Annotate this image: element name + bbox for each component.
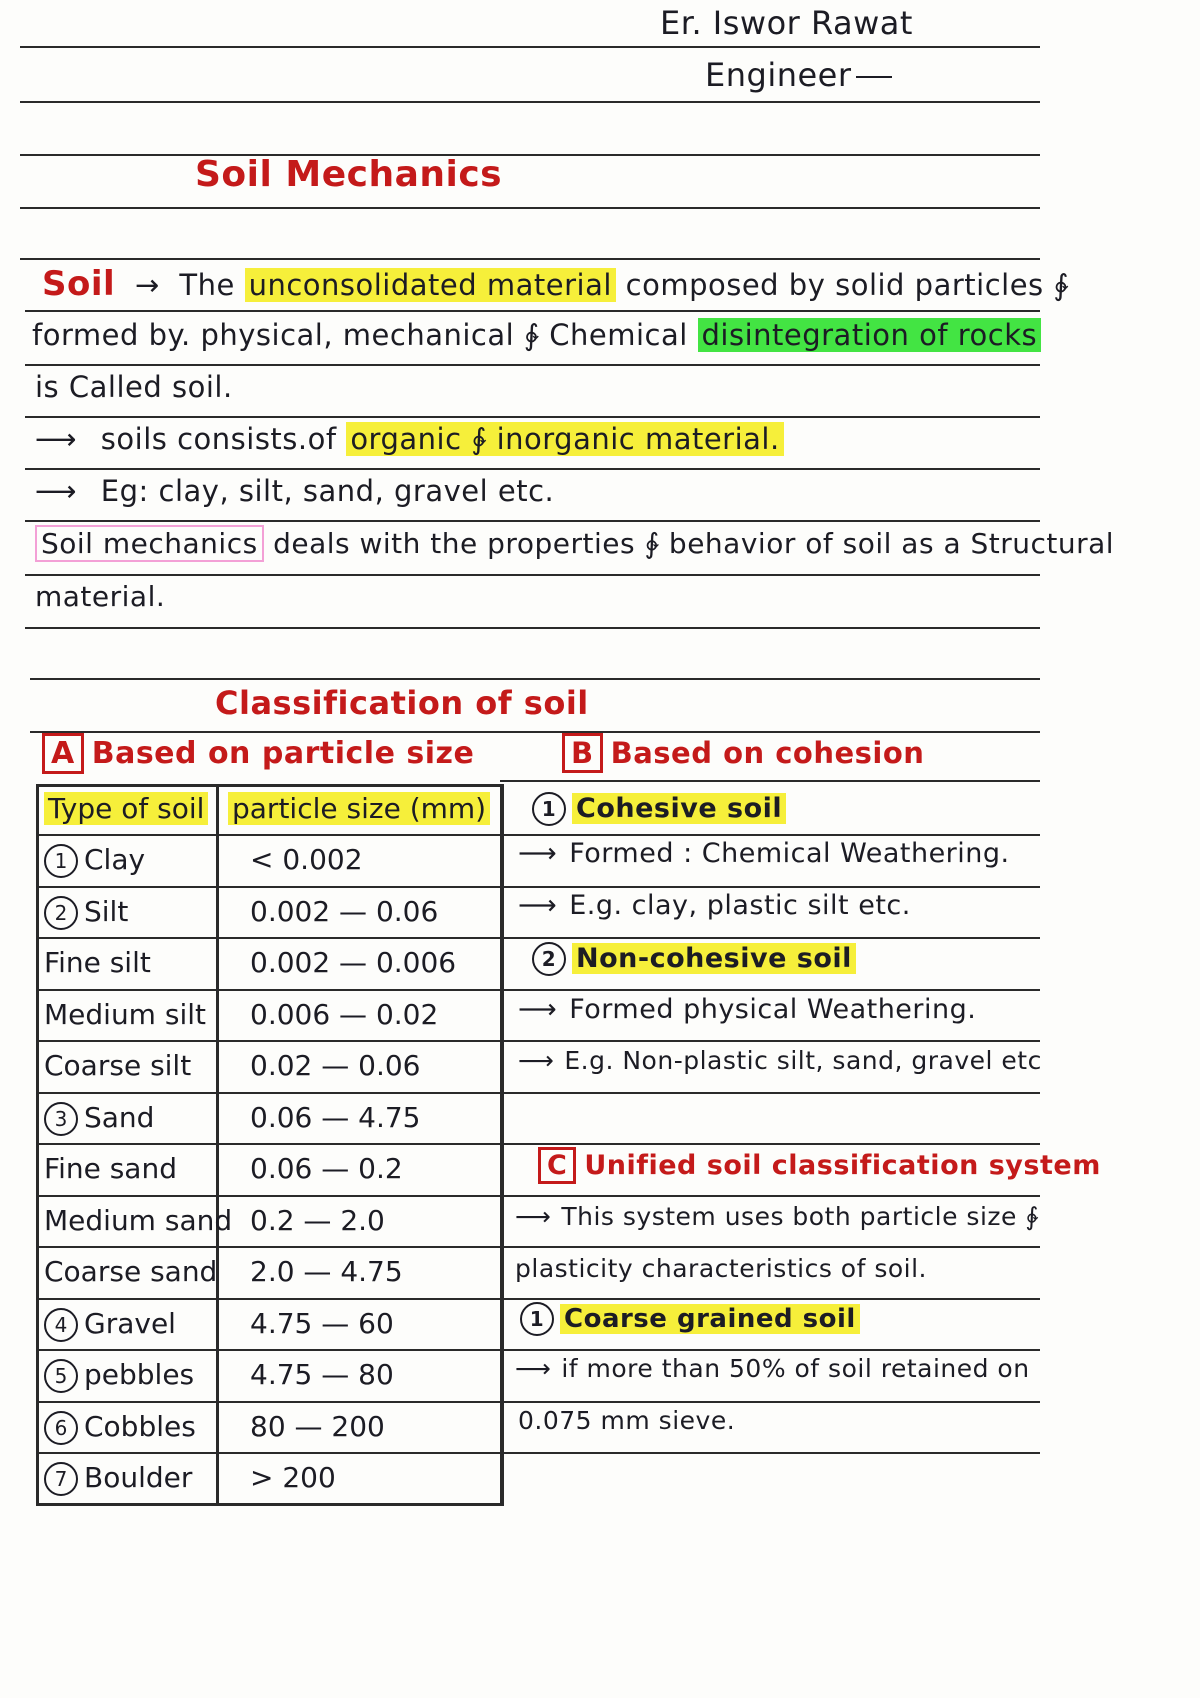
noncohesive-formed-text: Formed physical Weathering. (569, 994, 977, 1025)
notebook-rule (25, 310, 1040, 312)
table-row-type (44, 843, 145, 878)
notebook-rule (25, 468, 1040, 470)
particle-size-value: 0.002 — 0.006 (250, 946, 457, 979)
header-type-label: Type of soil (44, 792, 208, 825)
classification-title: Classification of soil (215, 684, 589, 722)
particle-size-table (36, 784, 504, 1506)
arrow-icon: ⟶ (518, 890, 558, 921)
soil-type-label: Fine sand (44, 1152, 177, 1185)
arrow-icon: ⟶ (515, 1354, 552, 1383)
particle-size-value: 0.2 — 2.0 (250, 1203, 385, 1237)
particle-size-value: > 200 (250, 1461, 336, 1494)
section-a-title: Based on particle size (91, 736, 475, 771)
point-text: soils consists.of (100, 422, 337, 456)
table-row-type (44, 1410, 196, 1445)
table-row-rule (36, 1092, 1040, 1094)
coarse-grained-rule-cont: 0.075 mm sieve. (518, 1406, 736, 1435)
notebook-rule (25, 574, 1040, 576)
soil-type-label: Gravel (84, 1306, 176, 1340)
intro-text: composed by solid particles ∲ (625, 268, 1069, 302)
highlight-disintegration: disintegration of rocks (698, 318, 1042, 352)
soil-type-label: Boulder (84, 1461, 193, 1494)
cohesive-example (518, 890, 911, 921)
table-row-type (44, 1358, 194, 1393)
row-number-icon: 4 (44, 1308, 78, 1342)
intro-text: formed by. physical, mechanical ∲ Chemical (32, 318, 688, 352)
notebook-rule (30, 731, 1040, 733)
soil-type-label: Medium silt (44, 997, 206, 1031)
table-row-rule (36, 886, 1040, 888)
soil-term: Soil (42, 264, 116, 304)
soil-type-label: Clay (84, 843, 146, 876)
table-row-type (44, 1152, 177, 1185)
noncohesive-example-text: E.g. Non-plastic silt, sand, gravel etc (564, 1046, 1042, 1075)
particle-size-value: 2.0 — 4.75 (250, 1255, 403, 1288)
arrow-icon: ⟶ (515, 1202, 552, 1231)
particle-size-value: 0.006 — 0.02 (250, 997, 439, 1031)
noncohesive-soil-title: Non-cohesive soil (572, 943, 856, 974)
soil-type-label: Fine silt (44, 946, 151, 979)
notebook-rule (20, 154, 1040, 156)
point-text: Eg: clay, silt, sand, gravel etc. (100, 474, 555, 508)
author-role (705, 56, 892, 94)
coarse-grained-rule-text: if more than 50% of soil retained on (561, 1354, 1030, 1383)
table-row-type (44, 946, 151, 979)
notebook-rule (20, 101, 1040, 103)
particle-size-value: 80 — 200 (250, 1409, 385, 1443)
coarse-grained-rule (515, 1354, 1030, 1383)
soil-type-label: Medium sand (44, 1203, 233, 1237)
row-number-icon: 5 (44, 1359, 78, 1393)
table-row-rule (36, 989, 1040, 991)
intro-line-2 (32, 318, 1041, 352)
uscs-description-text: This system uses both particle size ∲ (561, 1202, 1039, 1231)
number-1-icon: 1 (532, 792, 566, 826)
highlight-soil-mechanics: Soil mechanics (35, 525, 264, 562)
row-number-icon: 6 (44, 1411, 78, 1445)
definition-text: deals with the properties ∲ behavior of soil as a Structural (273, 527, 1115, 560)
table-row-type (44, 1204, 232, 1237)
intro-text: The (179, 268, 235, 302)
noncohesive-formed (518, 994, 976, 1025)
notebook-rule (30, 678, 1040, 680)
table-row-rule (36, 1452, 1040, 1454)
soil-type-label: Cobbles (84, 1409, 196, 1443)
particle-size-value: 4.75 — 60 (250, 1306, 394, 1340)
notebook-rule (20, 46, 1040, 48)
table-row-type (44, 1101, 154, 1136)
soil-type-label: pebbles (84, 1358, 195, 1391)
noncohesive-example (518, 1046, 1042, 1075)
section-b-letter: B (562, 733, 603, 773)
section-c-heading (538, 1150, 1101, 1181)
noncohesive-soil-heading (532, 942, 856, 976)
cohesive-example-text: E.g. clay, plastic silt etc. (569, 890, 911, 921)
row-number-icon: 2 (44, 896, 78, 930)
particle-size-value: 0.06 — 0.2 (250, 1152, 403, 1185)
soil-type-label: Sand (84, 1100, 155, 1134)
row-number-icon: 1 (44, 844, 78, 878)
page-title: Soil Mechanics (195, 154, 503, 195)
table-outer-divider (500, 784, 503, 1506)
soil-type-label: Silt (84, 894, 129, 928)
section-c-letter: C (538, 1147, 576, 1184)
underline-dash (856, 76, 892, 78)
soil-type-label: Coarse sand (44, 1255, 218, 1288)
table-row-type (44, 998, 206, 1031)
section-a-letter: A (42, 733, 84, 774)
soil-type-label: Coarse silt (44, 1049, 192, 1082)
point-examples (35, 474, 554, 508)
table-row-type (44, 1461, 192, 1496)
cohesive-soil-title: Cohesive soil (572, 793, 786, 824)
table-row-rule (36, 1195, 1040, 1197)
table-row-type (44, 895, 128, 930)
section-b-title: Based on cohesion (610, 736, 925, 770)
notebook-rule (25, 416, 1040, 418)
notebook-rule (25, 364, 1040, 366)
arrow-icon: ⟶ (518, 1046, 555, 1075)
arrow-icon: ⟶ (518, 994, 558, 1025)
row-number-icon: 7 (44, 1462, 78, 1496)
intro-line-1 (42, 264, 1069, 304)
table-header-rule (36, 834, 1040, 836)
table-row-rule (36, 937, 1040, 939)
table-row-rule (36, 1143, 1040, 1145)
point-composition (35, 422, 784, 456)
section-c-title: Unified soil classification system (584, 1150, 1101, 1181)
mechanics-definition (35, 527, 1114, 560)
notebook-rule (20, 258, 1040, 260)
row-number-icon: 3 (44, 1102, 78, 1136)
highlight-unconsolidated: unconsolidated material (245, 268, 616, 302)
table-header-size (228, 792, 490, 825)
particle-size-value: < 0.002 (250, 843, 363, 876)
arrow-icon: → (134, 268, 160, 302)
cohesive-formed-text: Formed : Chemical Weathering. (569, 838, 1010, 869)
table-row-rule (36, 1401, 1040, 1403)
table-column-divider (216, 784, 219, 1506)
mechanics-definition-cont: material. (35, 580, 166, 613)
particle-size-value: 0.06 — 4.75 (250, 1100, 421, 1134)
arrow-icon: ⟶ (35, 474, 78, 508)
particle-size-value: 4.75 — 80 (250, 1358, 394, 1391)
table-row-type (44, 1049, 191, 1082)
table-header-type (44, 792, 208, 825)
particle-size-value: 0.002 — 0.06 (250, 894, 439, 928)
cohesive-formed (518, 838, 1010, 869)
header-size-label: particle size (mm) (228, 792, 490, 825)
coarse-grained-heading (520, 1302, 860, 1336)
coarse-grained-title: Coarse grained soil (560, 1304, 860, 1334)
number-2-icon: 2 (532, 942, 566, 976)
arrow-icon: ⟶ (518, 838, 558, 869)
table-row-rule (36, 1040, 1040, 1042)
table-row-rule (36, 1246, 1040, 1248)
notebook-rule (25, 520, 1040, 522)
table-row-type (44, 1255, 217, 1288)
section-b-heading (562, 736, 924, 770)
table-row-type (44, 1307, 176, 1342)
particle-size-value: 0.02 — 0.06 (250, 1049, 421, 1082)
notebook-rule (25, 627, 1040, 629)
section-a-heading (42, 736, 474, 771)
number-1-icon: 1 (520, 1302, 554, 1336)
cohesive-soil-heading (532, 792, 786, 826)
arrow-icon: ⟶ (35, 422, 78, 456)
notebook-rule (20, 207, 1040, 209)
uscs-description-cont: plasticity characteristics of soil. (515, 1254, 927, 1283)
uscs-description (515, 1202, 1039, 1231)
notebook-rule (500, 780, 1040, 782)
table-row-rule (36, 1298, 1040, 1300)
intro-line-3: is Called soil. (35, 370, 233, 404)
highlight-organic: organic ∲ inorganic material. (346, 422, 783, 456)
author-name: Er. Iswor Rawat (660, 4, 913, 42)
author-role-text: Engineer (705, 56, 852, 94)
table-row-rule (36, 1349, 1040, 1351)
